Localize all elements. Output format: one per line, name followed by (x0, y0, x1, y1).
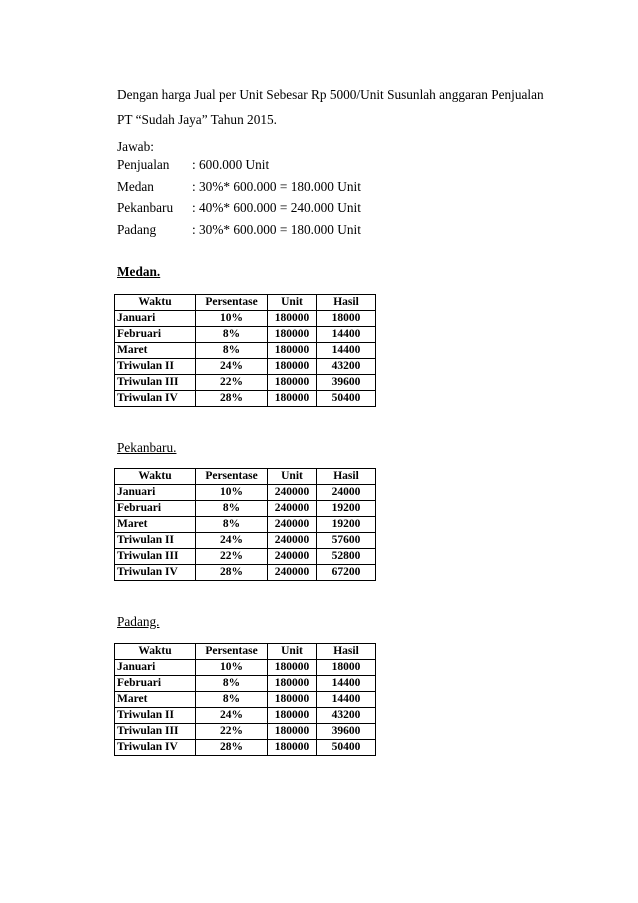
table-cell: Maret (115, 517, 196, 533)
table-cell: Januari (115, 311, 196, 327)
table-cell: 180000 (268, 708, 317, 724)
table-cell: 57600 (317, 533, 376, 549)
table-cell: Triwulan IV (115, 391, 196, 407)
table-cell: 14400 (317, 692, 376, 708)
table-cell: 24% (196, 533, 268, 549)
table-row (115, 485, 376, 501)
column-header: Persentase (196, 644, 268, 660)
table-row (115, 391, 376, 407)
table-header-row (115, 469, 376, 485)
calc-label: Penjualan (117, 157, 170, 172)
table-cell: 50400 (317, 740, 376, 756)
calc-value: : 600.000 Unit (192, 157, 270, 172)
table-cell: 180000 (268, 724, 317, 740)
column-header: Unit (268, 295, 317, 311)
table-row (115, 343, 376, 359)
calc-label: Medan (117, 179, 154, 194)
table-cell: 180000 (268, 692, 317, 708)
table-cell: 39600 (317, 724, 376, 740)
table-cell: Februari (115, 501, 196, 517)
column-header: Waktu (115, 644, 196, 660)
table-cell: Februari (115, 676, 196, 692)
table-cell: 240000 (268, 501, 317, 517)
table-cell: 8% (196, 692, 268, 708)
table-cell: 240000 (268, 565, 317, 581)
table-cell: 19200 (317, 517, 376, 533)
table-cell: 52800 (317, 549, 376, 565)
table-cell: 10% (196, 660, 268, 676)
table-cell: 8% (196, 327, 268, 343)
table-cell: 8% (196, 676, 268, 692)
table-cell: 180000 (268, 343, 317, 359)
calc-label: Padang (117, 222, 157, 237)
column-header: Unit (268, 469, 317, 485)
column-header: Hasil (317, 644, 376, 660)
table-cell: 24% (196, 359, 268, 375)
table-cell: 18000 (317, 311, 376, 327)
table-row (115, 708, 376, 724)
table-cell: 39600 (317, 375, 376, 391)
section-title-medan: Medan. (117, 264, 161, 279)
table-row (115, 724, 376, 740)
table-cell: 180000 (268, 740, 317, 756)
column-header: Persentase (196, 295, 268, 311)
calc-value: : 30%* 600.000 = 180.000 Unit (192, 179, 361, 194)
column-header: Hasil (317, 295, 376, 311)
table-row (115, 359, 376, 375)
intro-line-2: PT “Sudah Jaya” Tahun 2015. (117, 112, 277, 127)
table-row (115, 327, 376, 343)
table-header-row (115, 295, 376, 311)
calc-value: : 30%* 600.000 = 180.000 Unit (192, 222, 361, 237)
table-cell: 14400 (317, 343, 376, 359)
table-cell: 28% (196, 565, 268, 581)
table-cell: 180000 (268, 391, 317, 407)
table-cell: 22% (196, 549, 268, 565)
table-cell: Triwulan IV (115, 565, 196, 581)
table-cell: 8% (196, 501, 268, 517)
table-cell: 14400 (317, 676, 376, 692)
section-title-padang: Padang. (117, 614, 160, 629)
calc-label: Pekanbaru (117, 200, 174, 215)
table-row (115, 533, 376, 549)
table-cell: 14400 (317, 327, 376, 343)
table-cell: 240000 (268, 549, 317, 565)
table-cell: Triwulan II (115, 708, 196, 724)
table-cell: 180000 (268, 359, 317, 375)
table-cell: 28% (196, 740, 268, 756)
table-cell: 10% (196, 311, 268, 327)
table-cell: 180000 (268, 676, 317, 692)
table-cell: 180000 (268, 375, 317, 391)
table-header-row (115, 644, 376, 660)
intro-line-1: Dengan harga Jual per Unit Sebesar Rp 5000/Unit Susunlah anggaran Penjualan (117, 87, 544, 102)
table-cell: 24% (196, 708, 268, 724)
table-row (115, 740, 376, 756)
sales-table-pekanbaru (114, 468, 376, 581)
table-cell: 180000 (268, 311, 317, 327)
table-cell: Triwulan III (115, 724, 196, 740)
table-cell: 24000 (317, 485, 376, 501)
table-cell: 18000 (317, 660, 376, 676)
table-cell: Triwulan II (115, 533, 196, 549)
column-header: Persentase (196, 469, 268, 485)
table-cell: 240000 (268, 485, 317, 501)
table-cell: Januari (115, 660, 196, 676)
table-row (115, 517, 376, 533)
table-cell: 67200 (317, 565, 376, 581)
table-cell: 10% (196, 485, 268, 501)
table-row (115, 660, 376, 676)
table-cell: 43200 (317, 708, 376, 724)
column-header: Unit (268, 644, 317, 660)
table-row (115, 565, 376, 581)
table-cell: 180000 (268, 660, 317, 676)
column-header: Hasil (317, 469, 376, 485)
answer-label: Jawab: (117, 139, 154, 154)
table-cell: Maret (115, 692, 196, 708)
table-row (115, 676, 376, 692)
table-cell: 180000 (268, 327, 317, 343)
table-cell: 19200 (317, 501, 376, 517)
table-row (115, 375, 376, 391)
column-header: Waktu (115, 295, 196, 311)
table-cell: 50400 (317, 391, 376, 407)
table-cell: Maret (115, 343, 196, 359)
table-cell: Januari (115, 485, 196, 501)
sales-table-padang (114, 643, 376, 756)
table-cell: 28% (196, 391, 268, 407)
table-row (115, 692, 376, 708)
table-cell: 8% (196, 517, 268, 533)
table-cell: 22% (196, 724, 268, 740)
table-cell: 43200 (317, 359, 376, 375)
table-cell: Triwulan II (115, 359, 196, 375)
table-cell: Triwulan III (115, 549, 196, 565)
table-cell: Triwulan III (115, 375, 196, 391)
sales-table-medan (114, 294, 376, 407)
column-header: Waktu (115, 469, 196, 485)
calc-value: : 40%* 600.000 = 240.000 Unit (192, 200, 361, 215)
table-row (115, 549, 376, 565)
table-cell: 22% (196, 375, 268, 391)
section-title-pekanbaru: Pekanbaru. (117, 440, 177, 455)
table-cell: Februari (115, 327, 196, 343)
table-cell: 240000 (268, 517, 317, 533)
table-cell: 240000 (268, 533, 317, 549)
table-cell: Triwulan IV (115, 740, 196, 756)
table-row (115, 501, 376, 517)
table-row (115, 311, 376, 327)
table-cell: 8% (196, 343, 268, 359)
